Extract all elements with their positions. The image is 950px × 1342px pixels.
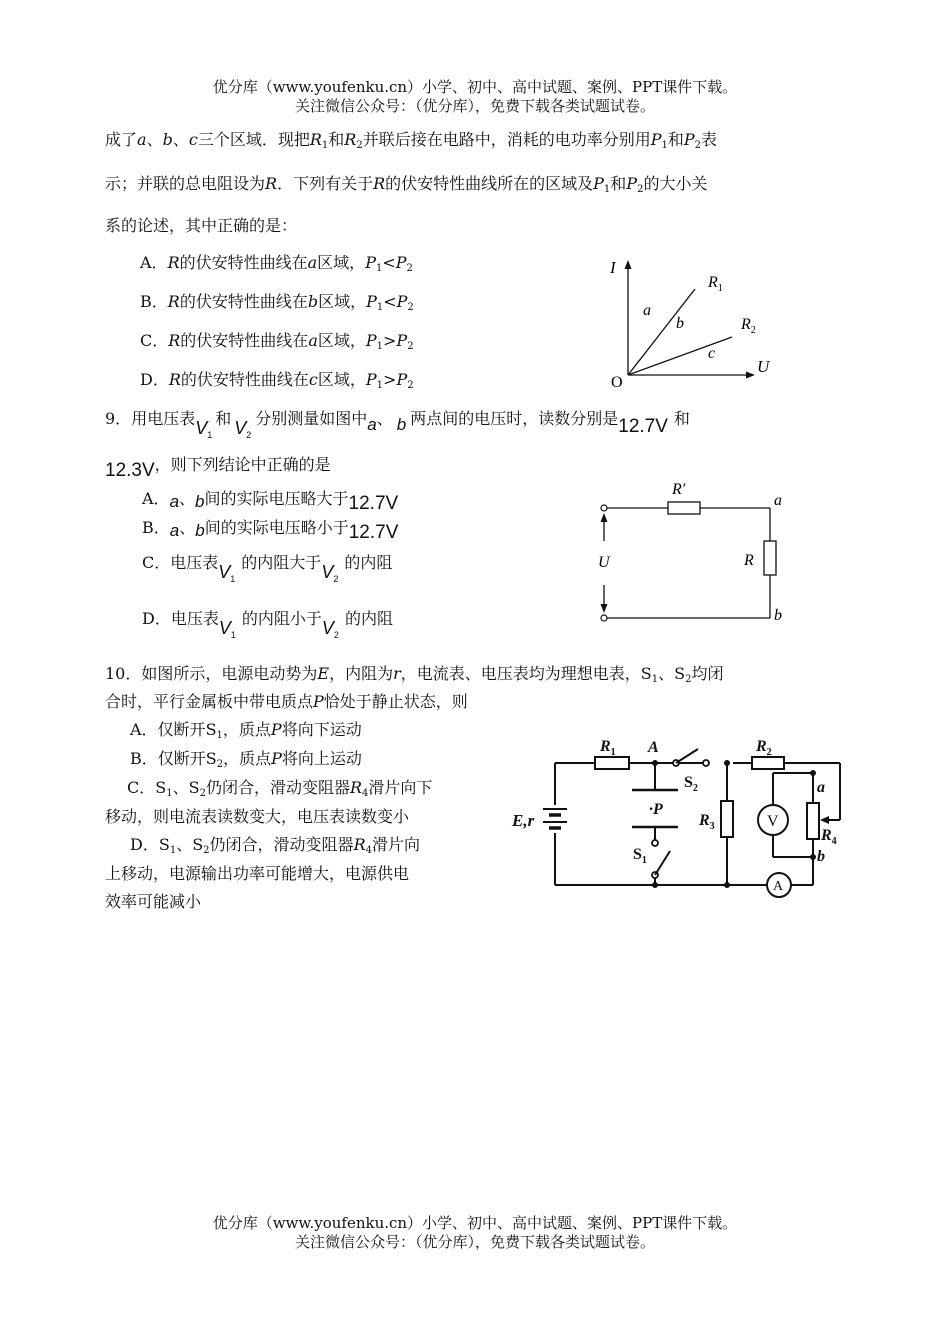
s2-label: $S_2$ <box>684 774 698 794</box>
junction-r4-a <box>810 770 816 776</box>
junction-r3-bottom <box>724 882 730 888</box>
q8-line-1: 成了a、b、c三个区域．现把$R_1$和$R_2$并联后接在电路中，消耗的电功率分别用$P_1$和$P_2$表 <box>105 130 718 151</box>
r4-label: $R_4$ <box>821 827 837 847</box>
q8-option: D．R的伏安特性曲线在c区域，$P_1>P_2$ <box>140 370 414 391</box>
p-label: ·P <box>649 801 663 818</box>
a-point-label: a <box>774 492 782 509</box>
u-arrow-up-icon <box>601 513 608 522</box>
s2-contact-right <box>703 760 709 766</box>
r2-resistor <box>752 757 784 769</box>
terminal-bottom <box>601 615 607 621</box>
b-point-label: b <box>817 848 825 865</box>
r1-label: $R_1$ <box>600 738 616 758</box>
q10-option-d-line-2: 上移动，电源输出功率可能增大，电源供电 <box>105 864 410 883</box>
i-axis-label: I <box>610 258 616 277</box>
r2-label: $R_2$ <box>756 738 772 758</box>
q10-line-2: 合时，平行金属板中带电质点P恰处于静止状态，则 <box>105 692 468 711</box>
q9-circuit <box>590 475 810 630</box>
a-point-label: a <box>817 779 825 796</box>
junction-r4-b <box>810 854 816 860</box>
r3-resistor <box>721 801 733 837</box>
q10-line-1: 10．如图所示，电源电动势为E，内阻为r，电流表、电压表均为理想电表，$S_1$、$S_2$均闭 <box>105 664 724 685</box>
q8-option: A．R的伏安特性曲线在a区域，$P_1<P_2$ <box>140 253 413 274</box>
r-label: R <box>744 552 754 569</box>
q8-line-2: 示；并联的总电阻设为R．下列有关于R的伏安特性曲线所在的区域及$P_1$和$P_2$的大小关 <box>105 174 708 195</box>
q9-option-a: A．a、b间的实际电压略大于12.7V <box>142 489 399 514</box>
q8-option: B．R的伏安特性曲线在b区域，$P_1<P_2$ <box>140 292 414 313</box>
ammeter-label: A <box>773 879 784 894</box>
q9-line-2: 12.3V，则下列结论中正确的是 <box>105 455 331 481</box>
u-axis-arrow-icon <box>746 372 755 379</box>
r3-label: $R_3$ <box>699 812 715 832</box>
header-line-1: 优分库（www.youfenku.cn）小学、初中、高中试题、案例、PPT课件下载。 <box>212 78 738 96</box>
q10-option-b: B．仅断开$S_2$，质点P将向上运动 <box>130 749 362 770</box>
q10-option-d-line-3: 效率可能减小 <box>105 892 202 911</box>
q10-circuit <box>510 735 850 895</box>
iu-graph <box>600 255 780 395</box>
junction-cap-bottom <box>652 882 658 888</box>
q10-option-a: A．仅断开$S_1$，质点P将向下运动 <box>130 720 362 741</box>
footer-line-1: 优分库（www.youfenku.cn）小学、初中、高中试题、案例、PPT课件下载。 <box>212 1214 738 1232</box>
q8-option: C．R的伏安特性曲线在a区域，$P_1>P_2$ <box>140 331 414 352</box>
q10-option-c-line-1: C．$S_1$、$S_2$仍闭合，滑动变阻器$R_4$滑片向下 <box>127 778 433 799</box>
r-resistor <box>764 541 776 575</box>
u-label: U <box>598 554 610 571</box>
voltmeter-label: V <box>767 813 779 830</box>
r4-resistor <box>807 803 819 839</box>
junction-a <box>652 760 658 766</box>
r4-slider-arrow-icon <box>820 816 829 824</box>
r-prime-resistor <box>668 502 700 514</box>
r-prime-label: R′ <box>672 481 686 498</box>
q9-option-b: B．a、b间的实际电压略小于12.7V <box>142 518 399 543</box>
u-arrow-down-icon <box>601 604 608 613</box>
region-a-label: a <box>643 302 651 319</box>
q9-option-c: C．电压表$V_1$的内阻大于$V_2$的内阻 <box>142 553 393 584</box>
a-node-label: A <box>648 739 659 756</box>
s2-switch-blade <box>676 749 698 763</box>
region-c-label: c <box>708 345 716 362</box>
q8-line-3: 系的论述，其中正确的是： <box>105 216 298 235</box>
er-label: E,r <box>512 811 535 830</box>
s1-switch-blade <box>655 851 670 875</box>
header-line-2: 关注微信公众号：（优分库），免费下载各类试题试卷。 <box>294 97 655 115</box>
q9-option-d: D．电压表$V_1$的内阻小于$V_2$的内阻 <box>142 609 393 640</box>
i-axis-arrow-icon <box>625 260 632 269</box>
b-point-label: b <box>774 607 782 624</box>
q10-option-c-line-2: 移动，则电流表读数变大，电压表读数变小 <box>105 807 410 826</box>
junction-r3-top <box>724 760 730 766</box>
region-b-label: b <box>676 315 684 332</box>
q9-line-1: 9．用电压表$V_1$和 $V_2$分别测量如图中a、 b 两点间的电压时，读数分别是12.7V 和 <box>105 409 690 440</box>
q10-option-d-line-1: D．$S_1$、$S_2$仍闭合，滑动变阻器$R_4$滑片向 <box>130 835 420 856</box>
u-axis-label: U <box>757 357 770 376</box>
s1-label: $S_1$ <box>633 846 647 866</box>
r1-resistor <box>595 757 629 769</box>
s1-contact-top <box>652 840 658 846</box>
terminal-top <box>601 505 607 511</box>
origin-label: O <box>611 374 623 391</box>
r2-label: $R_2$ <box>741 316 756 336</box>
footer-line-2: 关注微信公众号：（优分库），免费下载各类试题试卷。 <box>294 1233 655 1251</box>
r1-label: $R_1$ <box>708 274 723 294</box>
